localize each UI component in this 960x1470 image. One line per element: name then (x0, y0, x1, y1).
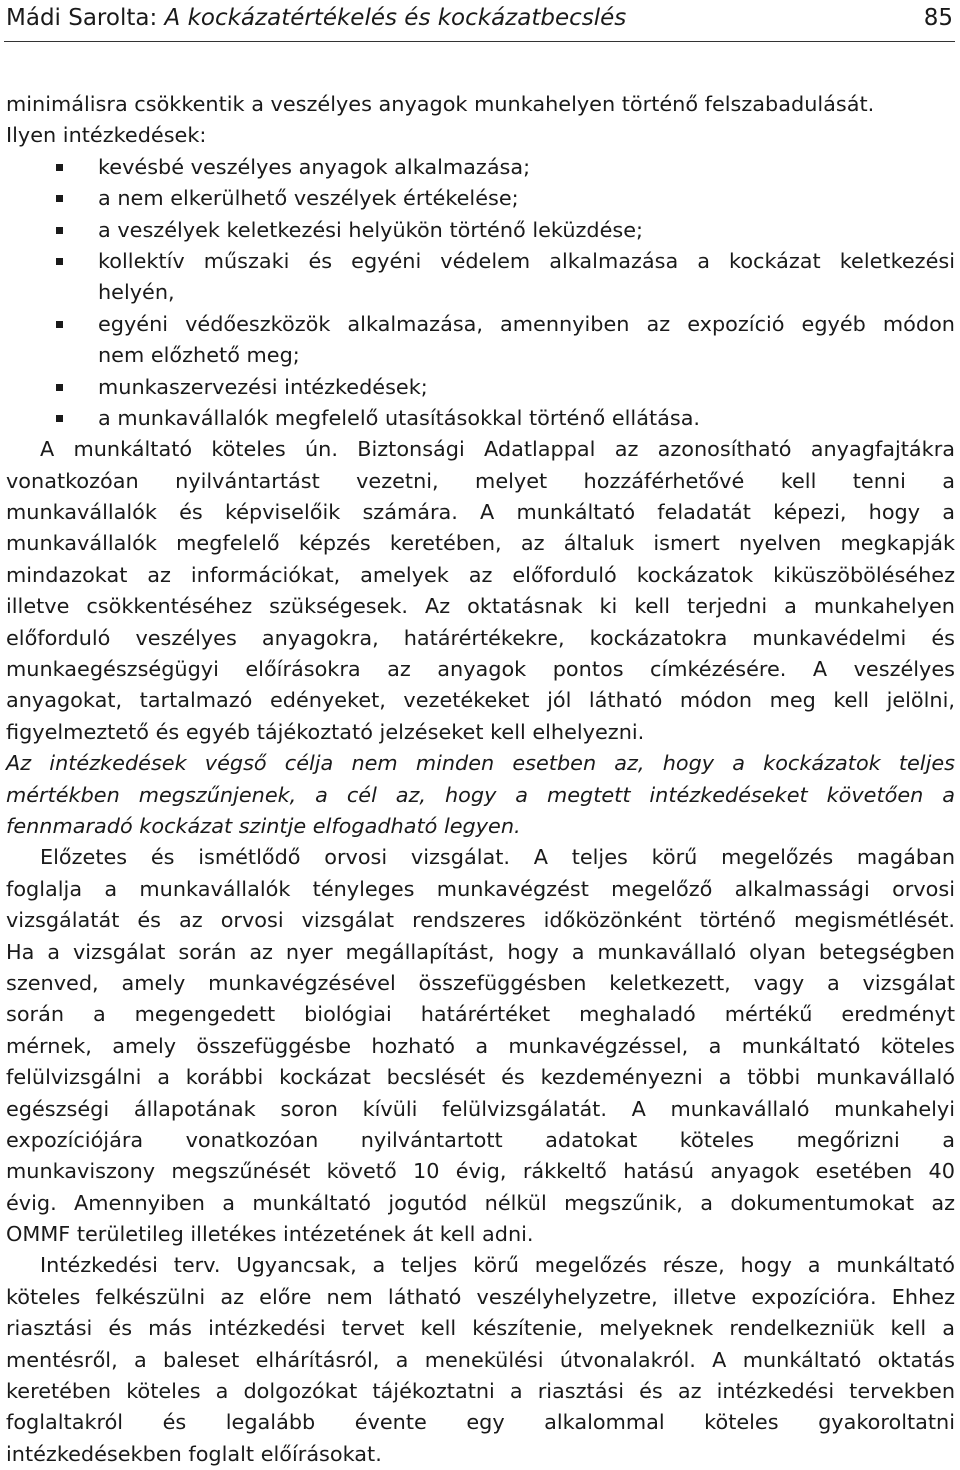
page-header (4, 0, 955, 42)
text-line: A munkáltató köteles ún. Biztonsági Adatlappal az azonosítható anyagfajtákra (40, 437, 955, 462)
running-title (6, 0, 626, 36)
header-author: Mádi Sarolta: (6, 5, 165, 31)
square-bullet-icon (56, 415, 63, 422)
list-item-continuation: helyén, (98, 280, 175, 305)
list-item-text: a veszélyek keletkezési helyükön történő leküzdése; (98, 217, 644, 242)
text-line: keretében köteles a dolgozókat tájékoztatni a riasztási és az intézkedési tervekben (6, 1379, 955, 1404)
text-line: felülvizsgálni a korábbi kockázat becslését és kezdeményezni a többi munkavállaló (6, 1065, 955, 1090)
square-bullet-icon (56, 227, 63, 234)
text-line: szenved, amely munkavégzésével összefüggésben keletkezett, vagy a vizsgálat (6, 970, 955, 995)
text-line: fennmaradó kockázat szintje elfogadható legyen. (6, 813, 521, 838)
list-item-text: egyéni védőeszközök alkalmazása, amennyiben az expozíció egyéb módon (98, 311, 955, 336)
body-text (6, 89, 955, 1470)
text-line: expozíciójára vonatkozóan nyilvántartott adatokat köteles megőrizni a (6, 1127, 955, 1152)
text-line: mentésről, a baleset elhárításról, a menekülési útvonalakról. A munkáltató oktatás (6, 1347, 955, 1372)
list-item-text: a munkavállalók megfelelő utasításokkal történő ellátása. (98, 405, 701, 430)
paragraph-employer (6, 434, 955, 748)
text-line: vizsgálatát és az orvosi vizsgálat rendszeres időközönként történő megismétlését. (6, 908, 955, 933)
text-line: figyelmeztető és egyéb tájékoztató jelzéseket kell elhelyezni. (6, 719, 645, 744)
text-line: mindazokat az információkat, amelyek az előforduló kockázatok kiküszöböléséhez (6, 562, 955, 587)
text-line: mértékben megszűnjenek, a cél az, hogy a megtett intézkedéseket követően a (6, 782, 955, 807)
list-item (6, 403, 955, 434)
list-item-text: munkaszervezési intézkedések; (98, 374, 428, 399)
list-item (6, 372, 955, 403)
intro-line-1: minimálisra csökkentik a veszélyes anyagok munkahelyen történő felszabadulását. (6, 92, 875, 116)
text-line: előforduló veszélyes anyagokra, határértékekre, kockázatokra munkavédelmi és (6, 625, 955, 650)
text-line: Előzetes és ismétlődő orvosi vizsgálat. A teljes körű megelőzés magában (40, 845, 955, 870)
list-item (6, 246, 955, 277)
text-line: köteles felkészülni az előre nem látható veszélyhelyzetre, illetve expozícióra. Ehhez (6, 1284, 955, 1309)
text-line: Az intézkedések végső célja nem minden esetben az, hogy a kockázatok teljes (6, 751, 955, 776)
text-line: OMMF területileg illetékes intézetének át kell adni. (6, 1222, 534, 1247)
text-line: riasztási és más intézkedési tervet kell készítenie, melyeknek rendelkezniük kell a (6, 1316, 955, 1341)
text-line: intézkedésekben foglalt előírásokat. (6, 1441, 382, 1466)
text-line: mérnek, amely összefüggésbe hozható a munkavégzéssel, a munkáltató köteles (6, 1033, 955, 1058)
page-number: 85 (923, 5, 953, 31)
square-bullet-icon (56, 321, 63, 328)
square-bullet-icon (56, 195, 63, 202)
paragraph-medical (6, 842, 955, 1250)
header-title: A kockázatértékelés és kockázatbecslés (164, 5, 627, 31)
text-line: anyagokat, tartalmazó edényeket, vezetékeket jól látható módon meg kell jelölni, (6, 688, 955, 713)
text-line: során a megengedett biológiai határértéket meghaladó mértékű eredményt (6, 1002, 955, 1027)
square-bullet-icon (56, 384, 63, 391)
square-bullet-icon (56, 258, 63, 265)
list-item (6, 309, 955, 340)
intro-line-2: Ilyen intézkedések: (6, 123, 207, 148)
list-item-text: kevésbé veszélyes anyagok alkalmazása; (98, 154, 531, 179)
text-line: munkaegészségügyi előírásokra az anyagok pontos címkézésére. A veszélyes (6, 657, 955, 682)
text-line: Intézkedési terv. Ugyancsak, a teljes körű megelőzés része, hogy a munkáltató (40, 1253, 955, 1278)
text-line: illetve csökkentéséhez szükségesek. Az oktatásnak ki kell terjedni a munkahelyen (6, 594, 955, 619)
text-line: vonatkozóan nyilvántartást vezetni, melyet hozzáférhetővé kell tenni a (6, 468, 955, 493)
square-bullet-icon (56, 164, 63, 171)
text-line: Ha a vizsgálat során az nyer megállapítást, hogy a munkavállaló olyan betegségben (6, 939, 955, 964)
list-item-continuation: nem előzhető meg; (98, 343, 300, 368)
text-line: munkavállalók megfelelő képzés keretében, az általuk ismert nyelven megkapják (6, 531, 955, 556)
paragraph-italic (6, 748, 955, 842)
paragraph-plan (6, 1250, 955, 1470)
list-item (6, 152, 955, 183)
text-line: munkavállalók és képviselőik számára. A munkáltató feladatát képezi, hogy a (6, 500, 955, 525)
text-line: munkaviszony megszűnését követő 10 évig, rákkeltő hatású anyagok esetében 40 (6, 1159, 955, 1184)
text-line: egészségi állapotának soron kívüli felülvizsgálatát. A munkavállaló munkahelyi (6, 1096, 955, 1121)
list-item (6, 183, 955, 214)
list-item-text: kollektív műszaki és egyéni védelem alkalmazása a kockázat keletkezési (98, 248, 955, 273)
text-line: évig. Amennyiben a munkáltató jogutód nélkül megszűnik, a dokumentumokat az (6, 1190, 955, 1215)
text-line: foglalja a munkavállalók tényleges munkavégzést megelőző alkalmassági orvosi (6, 876, 955, 901)
text-line: foglaltakról és legalább évente egy alkalommal köteles gyakoroltatni (6, 1410, 955, 1435)
list-item (6, 215, 955, 246)
list-item-text: a nem elkerülhető veszélyek értékelése; (98, 186, 519, 211)
